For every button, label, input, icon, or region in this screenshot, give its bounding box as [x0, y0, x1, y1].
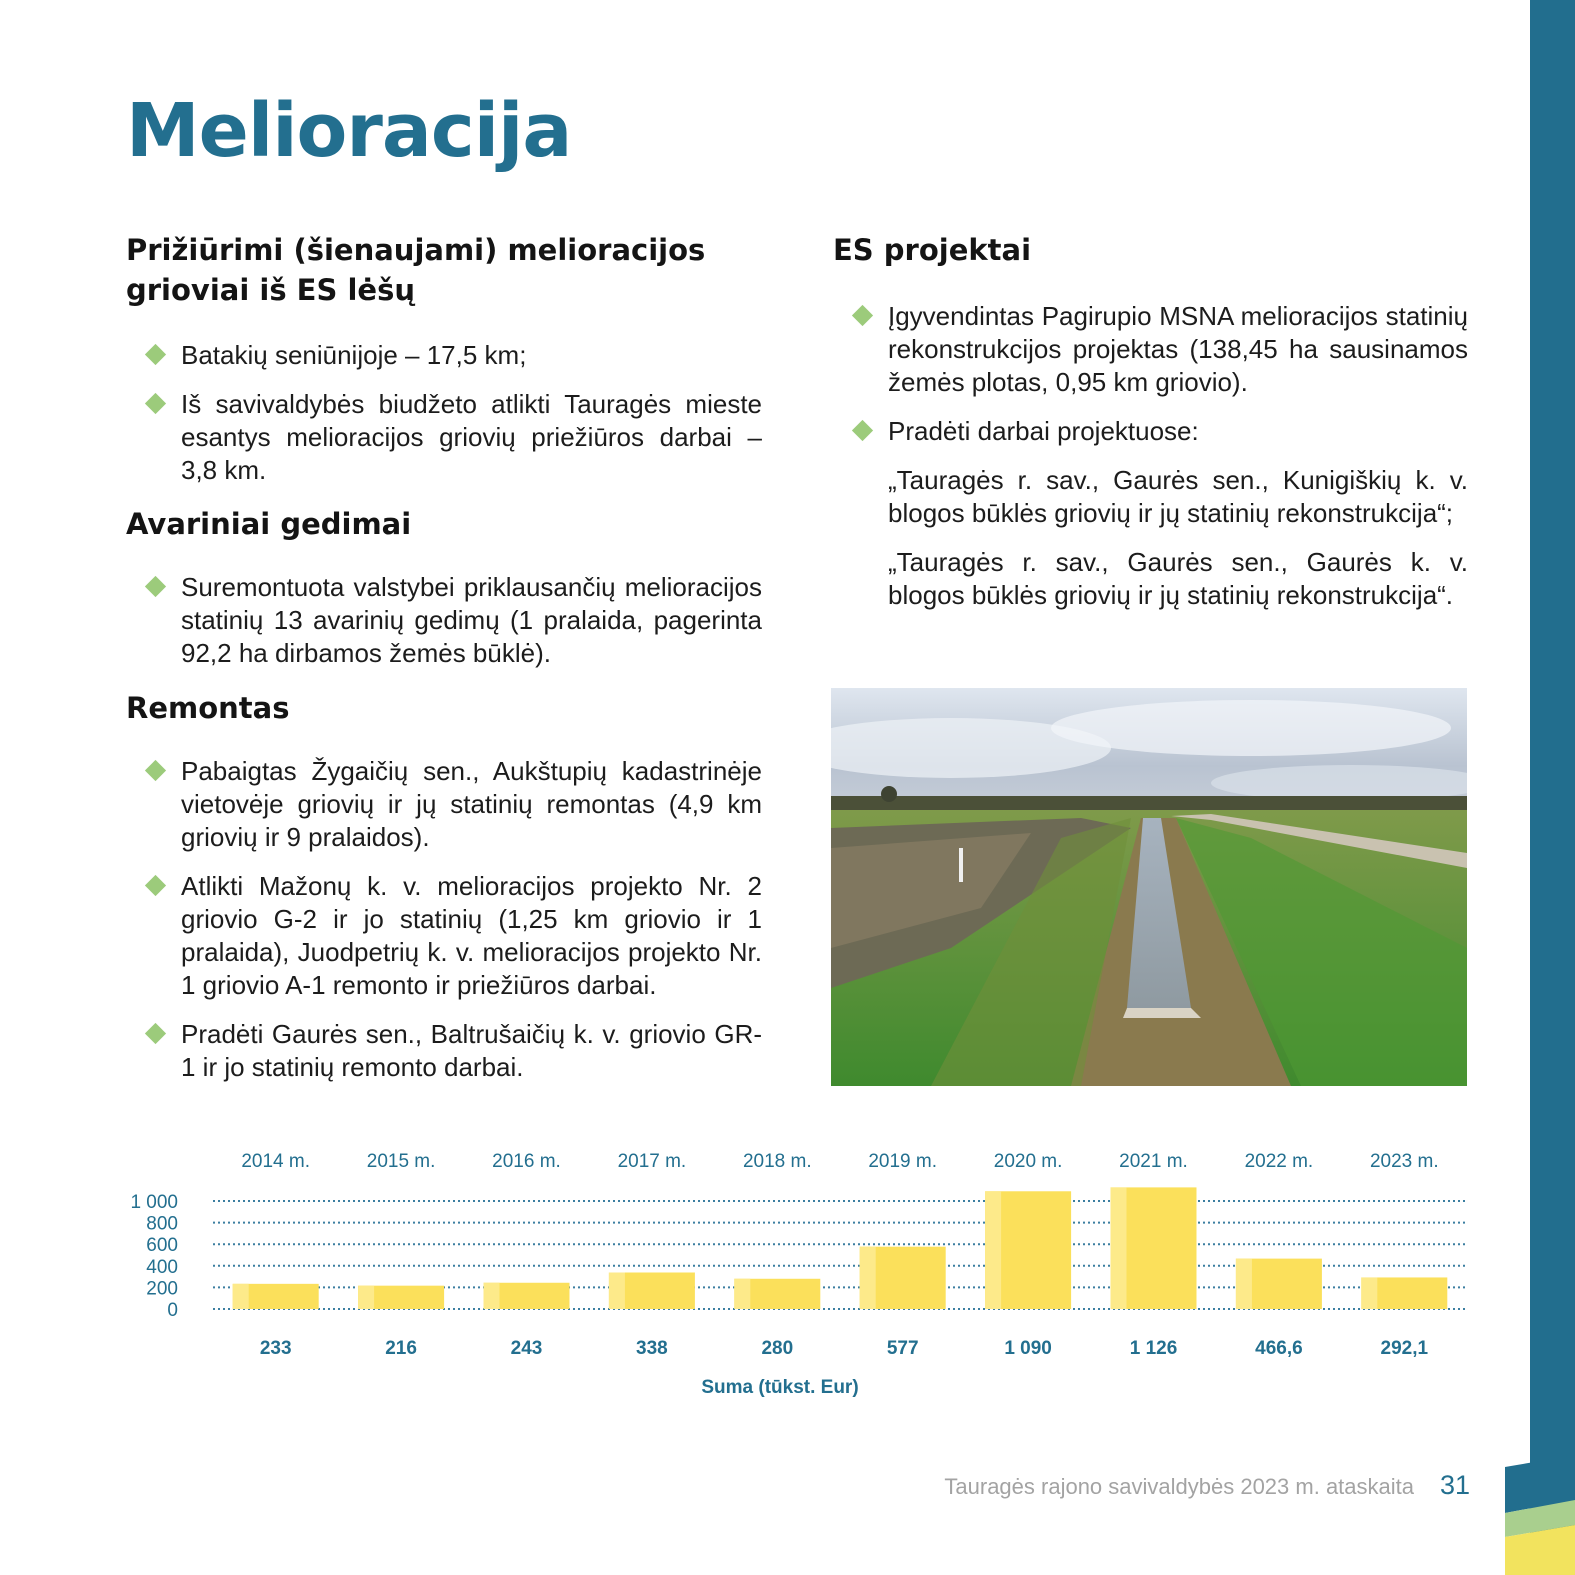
- value-label: 280: [761, 1338, 794, 1359]
- category-label: 2016 m.: [492, 1151, 561, 1172]
- footer-report-title: Tauragės rajono savivaldybės 2023 m. ataskaita: [944, 1474, 1414, 1499]
- value-label: 233: [259, 1338, 292, 1359]
- diamond-bullet-icon: [145, 1023, 166, 1044]
- bar-highlight: [1361, 1277, 1377, 1309]
- value-label: 292,1: [1380, 1338, 1429, 1359]
- category-label: 2023 m.: [1369, 1151, 1439, 1172]
- bar-highlight: [1111, 1187, 1127, 1309]
- section-heading-eu-projects: ES projektai: [833, 233, 1032, 267]
- value-label: 216: [385, 1338, 417, 1359]
- y-tick-label: 1 000: [130, 1192, 178, 1213]
- category-label: 2022 m.: [1244, 1151, 1314, 1172]
- list-item: Pradėti darbai projektuose:: [833, 415, 1468, 448]
- category-label: 2014 m.: [241, 1151, 311, 1172]
- list-item: Batakių seniūnijoje – 17,5 km;: [126, 339, 762, 372]
- value-label: 1 126: [1129, 1338, 1178, 1359]
- section-heading-maintained-ditches: Prižiūrimi (šienaujami) melioracijos grioviai iš ES lėšų: [126, 233, 706, 307]
- value-label: 338: [636, 1338, 668, 1359]
- y-tick-label: 0: [167, 1300, 178, 1321]
- category-label: 2020 m.: [993, 1151, 1063, 1172]
- diamond-bullet-icon: [852, 420, 873, 441]
- project-quote: „Tauragės r. sav., Gaurės sen., Kunigiškių k. v. blogos būklės griovių ir jų statinių rekonstrukcija“;: [888, 465, 1468, 528]
- bar-highlight: [233, 1284, 249, 1309]
- funding-bar-chart: [100, 1135, 1480, 1410]
- y-tick-label: 600: [146, 1235, 178, 1257]
- bar-highlight: [734, 1279, 750, 1309]
- page-title: Melioracija: [126, 88, 572, 174]
- eu-projects-list: [833, 300, 1468, 448]
- y-tick-label: 200: [146, 1278, 178, 1300]
- right-column: [833, 230, 1468, 612]
- bar-highlight: [985, 1191, 1001, 1309]
- bar-highlight: [484, 1283, 500, 1309]
- category-label: 2015 m.: [366, 1151, 436, 1172]
- emergency-failures-list: [126, 571, 762, 670]
- diamond-bullet-icon: [852, 305, 873, 326]
- bar-highlight: [358, 1286, 374, 1309]
- value-label: 1 090: [1004, 1338, 1052, 1359]
- list-item: Pradėti Gaurės sen., Baltrušaičių k. v. griovio GR-1 ir jo statinių remonto darbai.: [126, 1018, 762, 1084]
- corner-decoration: [1505, 1455, 1575, 1575]
- side-accent-bar: [1530, 0, 1575, 1575]
- project-quote: „Tauragės r. sav., Gaurės sen., Gaurės k. v. blogos būklės griovių ir jų statinių rekonstrukcija“.: [888, 547, 1468, 610]
- diamond-bullet-icon: [145, 760, 166, 781]
- list-item: Įgyvendintas Pagirupio MSNA melioracijos statinių rekonstrukcijos projektas (138,45 ha sausinamos žemės plotas, 0,95 km griovio).: [833, 300, 1468, 399]
- bar-highlight: [609, 1272, 625, 1309]
- list-item: Suremontuota valstybei priklausančių melioracijos statinių 13 avarinių gedimų (1 pralaida, pagerinta 92,2 ha dirbamos žemės būklė).: [126, 571, 762, 670]
- value-label: 243: [510, 1338, 543, 1359]
- diamond-bullet-icon: [145, 875, 166, 896]
- category-label: 2017 m.: [617, 1151, 687, 1172]
- repair-list: [126, 755, 762, 1084]
- left-column: [126, 230, 762, 1084]
- diamond-bullet-icon: [145, 393, 166, 414]
- x-axis-label: Suma (tūkst. Eur): [701, 1377, 859, 1398]
- bar-highlight: [860, 1247, 876, 1309]
- y-tick-label: 400: [146, 1256, 178, 1278]
- maintained-ditches-list: [126, 339, 762, 487]
- section-heading-emergency-failures: Avariniai gedimai: [126, 507, 412, 541]
- category-label: 2019 m.: [868, 1151, 938, 1172]
- y-tick-label: 800: [146, 1213, 178, 1235]
- value-label: 466,6: [1255, 1338, 1303, 1359]
- page-number: 31: [1440, 1470, 1471, 1500]
- section-heading-repair: Remontas: [126, 691, 290, 725]
- drainage-ditch-photo: [831, 688, 1467, 1086]
- list-item: Iš savivaldybės biudžeto atlikti Tauragės mieste esantys melioracijos griovių priežiūros darbai – 3,8 km.: [126, 388, 762, 487]
- value-label: 577: [886, 1338, 919, 1359]
- list-item: Atlikti Mažonų k. v. melioracijos projekto Nr. 2 griovio G-2 ir jo statinių (1,25 km griovio ir 1 pralaida), Juodpetrių k. v. melioracijos projekto Nr. 1 griovio A-1 remonto ir priežiūros darbai.: [126, 870, 762, 1002]
- diamond-bullet-icon: [145, 576, 166, 597]
- category-label: 2021 m.: [1119, 1151, 1188, 1172]
- diamond-bullet-icon: [145, 344, 166, 365]
- category-label: 2018 m.: [742, 1151, 812, 1172]
- list-item: Pabaigtas Žygaičių sen., Aukštupių kadastrinėje vietovėje griovių ir jų statinių remontas (4,9 km griovių ir 9 pralaidos).: [126, 755, 762, 854]
- bar-highlight: [1236, 1259, 1252, 1309]
